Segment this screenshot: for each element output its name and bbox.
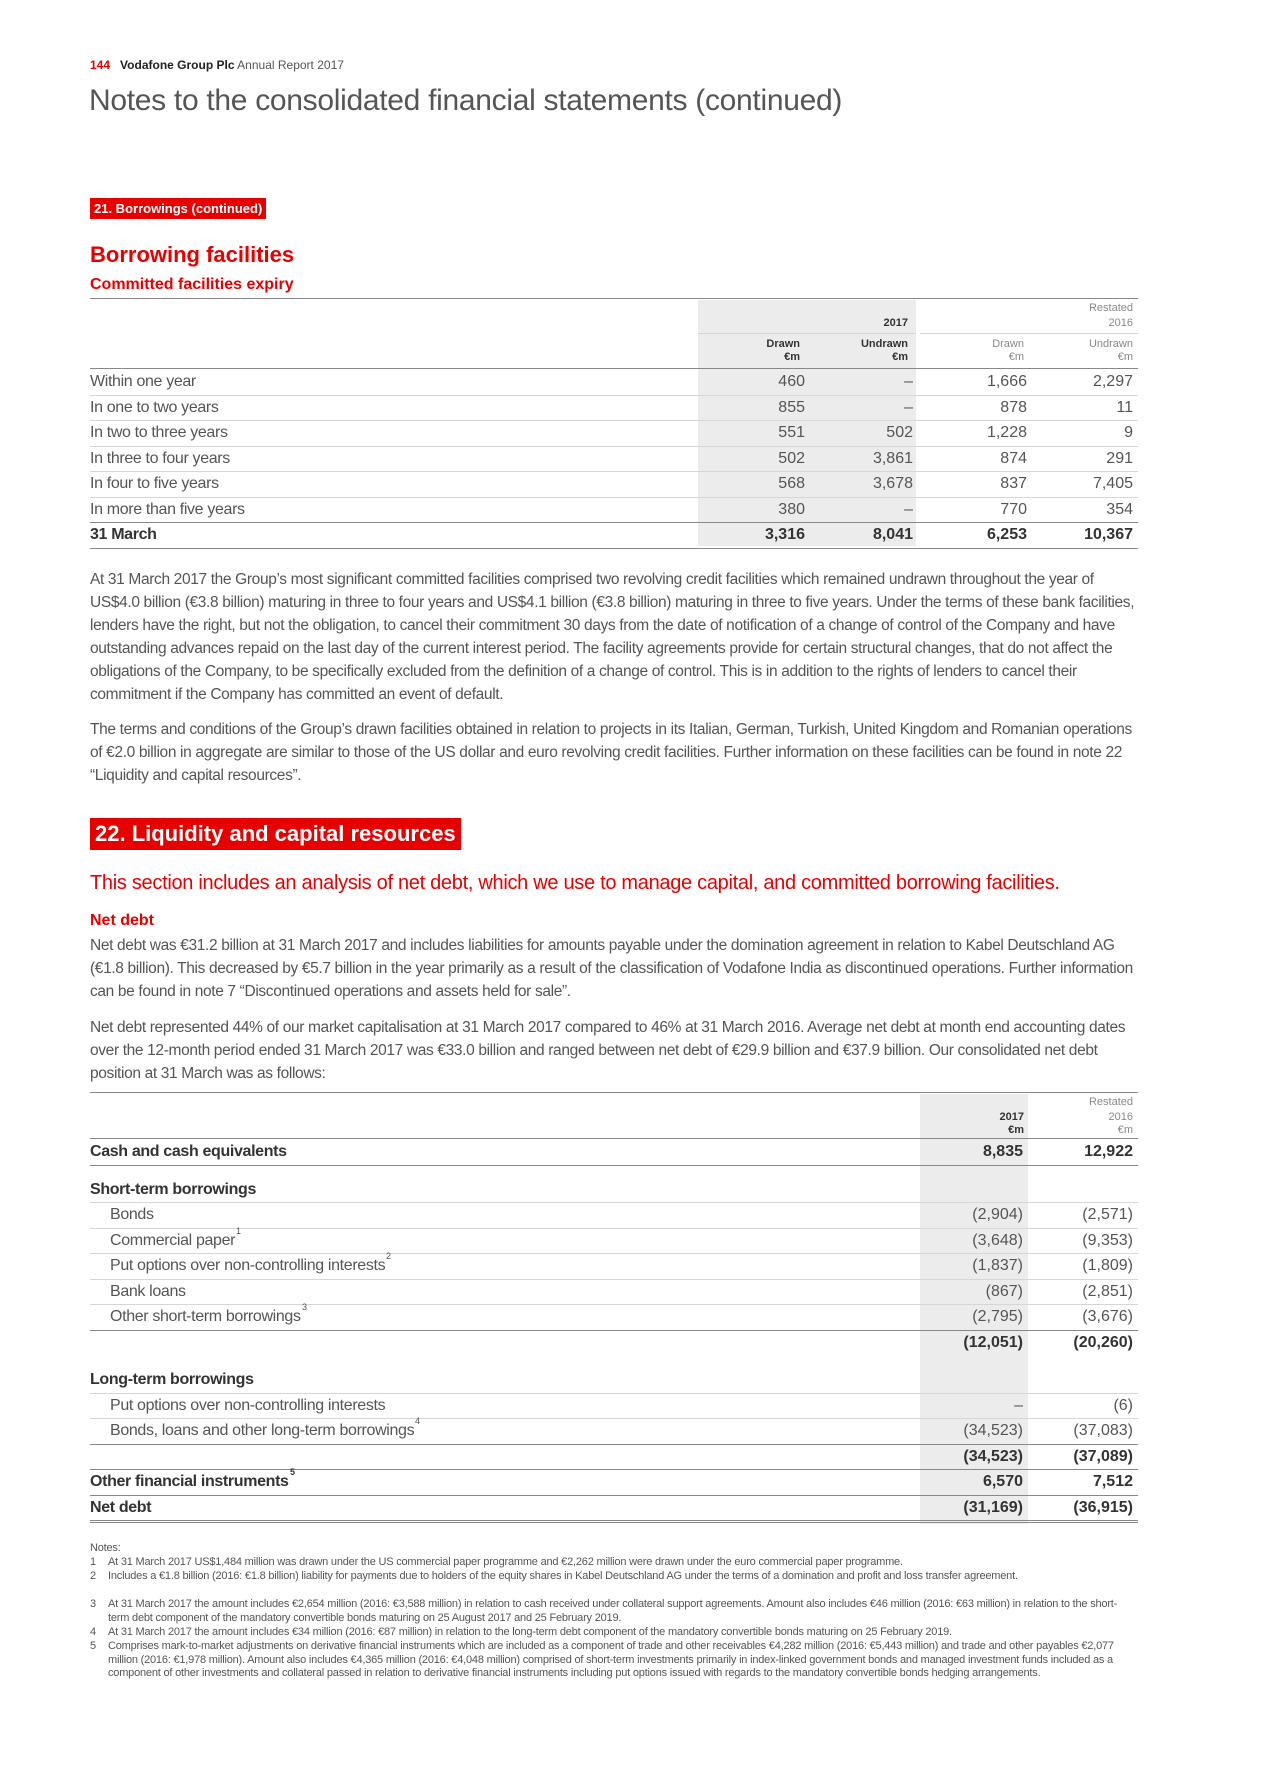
- borrowing-facilities-heading: Borrowing facilities: [90, 242, 295, 267]
- row-value: 837: [1000, 475, 1027, 492]
- row-value: 380: [778, 500, 805, 518]
- value-2016: (37,089): [1073, 1447, 1133, 1465]
- report-name: Annual Report 2017: [237, 58, 344, 72]
- table-row: [90, 396, 1138, 422]
- note-number: 4: [90, 1626, 96, 1638]
- value-2017: (3,648): [972, 1231, 1023, 1249]
- row-label: Put options over non-controlling interests: [110, 1396, 386, 1414]
- netdebt-table-top-rule: [90, 1092, 1138, 1093]
- note-text: Comprises mark-to-market adjustments on derivative financial instruments which are included as a component of trade and other receivables €4,282 million (2016: €5,443 million) and trade and other payables €2,077 million (2016: €1,978 million). Amount also includes €4,365 million (2016: €4,048 million) comprised of short-term investments primarily in index-linked government bonds and managed investment funds included as a component of other investments and collateral passed in relation to derivative financial instruments including put options issued with regards to the mandatory convertible bonds hedging arrangements.: [108, 1640, 1114, 1679]
- row-value: 8,041: [872, 526, 913, 543]
- value-2017: –: [1014, 1396, 1023, 1414]
- table-row: [90, 472, 1138, 498]
- short-term-total-row: [90, 1331, 1138, 1357]
- short-term-row: Put options over non-controlling interests 2 (1,837) (1,809): [110, 1251, 1133, 1274]
- cash-row: [90, 1140, 1138, 1166]
- net-debt-row: [90, 1496, 1138, 1522]
- value-2017: (867): [985, 1282, 1023, 1300]
- value-2016: (3,676): [1082, 1308, 1133, 1325]
- value-2016: 12,922: [1084, 1143, 1133, 1160]
- row-label: Bank loans: [110, 1282, 186, 1300]
- row-value: 3,316: [764, 526, 805, 543]
- row-label: Put options over non-controlling interests: [110, 1257, 386, 1274]
- facilities-paragraph-2: The terms and conditions of the Group’s drawn facilities obtained in relation to projects in its Italian, German, Turkish, United Kingdom and Romanian operations of €2.0 billion in aggregate are similar to those of the US dollar and euro revolving credit facilities. Further information on these facilities can be found in note 22 “Liquidity and capital resources”.: [90, 721, 1132, 784]
- note-number: 5: [90, 1640, 96, 1652]
- running-header: [90, 58, 344, 72]
- value-2017: (2,795): [972, 1308, 1023, 1325]
- row-value: –: [904, 373, 913, 390]
- row-label: Long-term borrowings: [90, 1371, 254, 1388]
- row-label: Net debt: [90, 1498, 152, 1516]
- header-bottom-rule: [90, 368, 1138, 369]
- row-value: 502: [778, 449, 805, 467]
- row-label: Cash and cash equivalents: [90, 1143, 287, 1160]
- value-2016: (2,571): [1082, 1206, 1133, 1223]
- value-2017: (34,523): [963, 1447, 1023, 1465]
- row-label: In more than five years: [90, 500, 245, 518]
- short-term-row: [90, 1203, 1138, 1229]
- row-rule: [90, 548, 1138, 549]
- net-debt-paragraph-1: Net debt was €31.2 billion at 31 March 2017 and includes liabilities for amounts payable under the domination agreement in relation to Kabel Deutschland AG (€1.8 billion). This decreased by €5.7 billion in the year primarily as a result of the classification of Vodafone India as discontinued operations. Further information can be found in note 7 “Discontinued operations and assets held for sale”.: [90, 937, 1133, 1000]
- row-value: 502: [886, 424, 913, 441]
- col-label: Drawn: [992, 338, 1024, 350]
- row-value: 291: [1106, 449, 1133, 467]
- short-term-row: Other short-term borrowings 3 (2,795) (3,676): [110, 1302, 1133, 1325]
- netdebt-header-bottom-rule: [90, 1138, 1138, 1139]
- row-value: 354: [1106, 500, 1133, 518]
- value-2016: (20,260): [1073, 1333, 1133, 1351]
- row-label: Short-term borrowings: [90, 1180, 256, 1198]
- row-value: 3,678: [872, 475, 913, 492]
- row-label: Bonds, loans and other long-term borrowings: [110, 1422, 415, 1439]
- row-label: In one to two years: [90, 398, 219, 416]
- row-rule: [90, 1165, 1138, 1166]
- row-value: –: [904, 500, 913, 518]
- value-2016: (2,851): [1082, 1282, 1133, 1300]
- page-title: Notes to the consolidated financial statements (continued): [89, 84, 843, 117]
- value-2016: (1,809): [1082, 1257, 1133, 1274]
- net-debt-paragraph-2: Net debt represented 44% of our market capitalisation at 31 March 2017 compared to 46% at 31 March 2016. Average net debt at month end accounting dates over the 12-month period ended 31 March 2017 was €33.0 billion and ranged between net debt of €29.9 billion and €37.9 billion. Our consolidated net debt position at 31 March was as follows:: [90, 1019, 1126, 1082]
- table-row: [90, 421, 1138, 447]
- year-rule-2016: [920, 333, 1138, 334]
- row-value: 770: [1000, 500, 1027, 518]
- year-2016-label: 2016: [1108, 317, 1133, 329]
- row-value: 878: [1000, 398, 1027, 416]
- col-header-undrawn-2017: [808, 338, 908, 364]
- table-row: [90, 498, 1138, 524]
- long-term-total-row: [90, 1445, 1138, 1471]
- row-value: 7,405: [1092, 475, 1133, 492]
- note-text: At 31 March 2017 the amount includes €2,654 million (2016: €3,588 million) in relation to cash received under collateral support agreements. Amount also includes €46 million (2016: €63 million) in relation to the short-term debt component of the mandatory convertible bonds maturing on 25 August 2017 and 25 February 2019.: [108, 1598, 1118, 1624]
- row-rule: [90, 1520, 1138, 1521]
- row-value: –: [904, 398, 913, 416]
- unit-label: €m: [1008, 1124, 1024, 1136]
- long-term-row: Bonds, loans and other long-term borrowings 4 (34,523) (37,083): [110, 1416, 1133, 1439]
- other-financial-instruments-row: Other financial instruments 5 6,570 7,512: [90, 1467, 1133, 1490]
- value-2017: (34,523): [963, 1422, 1023, 1439]
- table-row: [90, 447, 1138, 473]
- year-2017-label: 2017: [883, 317, 908, 329]
- row-label: In four to five years: [90, 475, 219, 492]
- value-2016: (9,353): [1082, 1231, 1133, 1249]
- row-label: Other short-term borrowings: [110, 1308, 301, 1325]
- row-label: Other financial instruments: [90, 1473, 289, 1490]
- year-label: 2016: [1108, 1111, 1133, 1123]
- value-2017: (12,051): [963, 1333, 1023, 1351]
- value-2016: (6): [1113, 1396, 1133, 1414]
- netdebt-restated-label: Restated: [1088, 1096, 1133, 1108]
- row-value: 568: [778, 475, 805, 492]
- section-22-lead: This section includes an analysis of net debt, which we use to manage capital, and committed borrowing facilities.: [90, 872, 1060, 894]
- netdebt-2016-header: [1033, 1111, 1133, 1137]
- note-number: 1: [90, 1556, 96, 1568]
- table-top-rule: [90, 298, 1138, 299]
- row-value: 855: [778, 398, 805, 416]
- unit-label: €m: [1117, 1124, 1133, 1136]
- short-term-heading: [90, 1178, 1138, 1204]
- year-label: 2017: [999, 1111, 1024, 1123]
- netdebt-2017-header: [924, 1111, 1024, 1137]
- row-value: 9: [1124, 424, 1133, 441]
- value-2017: (2,904): [972, 1206, 1023, 1223]
- col-header-undrawn-2016: [1033, 338, 1133, 364]
- long-term-heading: [90, 1368, 1138, 1394]
- value-2017: (31,169): [963, 1498, 1023, 1516]
- year-rule-2017: [698, 333, 916, 334]
- company-name: Vodafone Group Plc: [120, 58, 235, 72]
- short-term-row: [90, 1280, 1138, 1306]
- page-number: 144: [90, 58, 111, 72]
- table-total-row: [90, 523, 1138, 549]
- note-number: 3: [90, 1598, 96, 1610]
- col-header-drawn-2017: [700, 338, 800, 364]
- col-header-drawn-2016: [924, 338, 1024, 364]
- col-label: Drawn: [766, 338, 800, 350]
- value-2017: (1,837): [972, 1257, 1023, 1274]
- col-unit: €m: [1008, 351, 1024, 363]
- row-value: 1,228: [986, 424, 1027, 441]
- long-term-row: [90, 1394, 1138, 1420]
- value-2017: 6,570: [982, 1473, 1023, 1490]
- row-label: In three to four years: [90, 449, 230, 467]
- row-value: 11: [1116, 398, 1133, 416]
- note-text: At 31 March 2017 US$1,484 million was drawn under the US commercial paper programme and €2,262 million were drawn under the euro commercial paper programme.: [108, 1556, 903, 1568]
- col-label: Undrawn: [860, 338, 908, 350]
- row-value: 551: [778, 424, 805, 441]
- value-2016: (36,915): [1073, 1498, 1133, 1516]
- restated-label: Restated: [1088, 302, 1133, 314]
- row-value: 874: [1000, 449, 1027, 467]
- double-rule: [90, 1522, 1138, 1523]
- row-value: 460: [778, 373, 805, 390]
- row-label: In two to three years: [90, 424, 228, 441]
- note-text: Includes a €1.8 billion (2016: €1.8 billion) liability for payments due to holders of the equity shares in Kabel Deutschland AG under the terms of a domination and profit and loss transfer agreement.: [108, 1570, 1018, 1582]
- row-value: 10,367: [1084, 526, 1133, 543]
- col-unit: €m: [1117, 351, 1133, 363]
- row-label: Bonds: [110, 1206, 154, 1223]
- col-unit: €m: [784, 351, 800, 363]
- net-debt-heading: Net debt: [90, 912, 154, 929]
- row-label: Within one year: [90, 373, 196, 390]
- row-value: 1,666: [986, 373, 1027, 390]
- value-2017: 8,835: [982, 1143, 1023, 1160]
- notes-heading: Notes:: [90, 1542, 121, 1554]
- row-value: 6,253: [986, 526, 1027, 543]
- row-value: 2,297: [1092, 373, 1133, 390]
- note-text: At 31 March 2017 the amount includes €34 million (2016: €87 million) in relation to the long-term debt component of the mandatory convertible bonds maturing on 25 February 2019.: [108, 1626, 952, 1638]
- value-2016: 7,512: [1092, 1473, 1133, 1490]
- row-label: 31 March: [90, 526, 157, 543]
- section-22-tag: 22. Liquidity and capital resources: [90, 818, 461, 850]
- table-row: [90, 370, 1138, 396]
- short-term-row: Commercial paper 1 (3,648) (9,353): [110, 1225, 1133, 1249]
- col-unit: €m: [892, 351, 908, 363]
- facilities-paragraph-1: At 31 March 2017 the Group’s most significant committed facilities comprised two revolving credit facilities which remained undrawn throughout the year of US$4.0 billion (€3.8 billion) maturing in three to four years and US$4.1 billion (€3.8 billion) maturing in three to five years. Under the terms of these bank facilities, lenders have the right, but not the obligation, to cancel their commitment 30 days from the date of notification of a change of control of the Company and have outstanding advances repaid on the last day of the current interest period. The facility agreements provide for certain structural changes, that do not affect the obligations of the Company, to be specifically excluded from the definition of a change of control. This is in addition to the rights of lenders to cancel their commitment if the Company has committed an event of default.: [90, 571, 1135, 703]
- row-label: Commercial paper: [110, 1231, 236, 1249]
- col-label: Undrawn: [1088, 338, 1133, 350]
- note-number: 2: [90, 1570, 96, 1582]
- committed-facilities-heading: Committed facilities expiry: [90, 276, 294, 293]
- value-2016: (37,083): [1073, 1422, 1133, 1439]
- row-value: 3,861: [872, 449, 913, 467]
- section-21-tag: 21. Borrowings (continued): [90, 198, 266, 219]
